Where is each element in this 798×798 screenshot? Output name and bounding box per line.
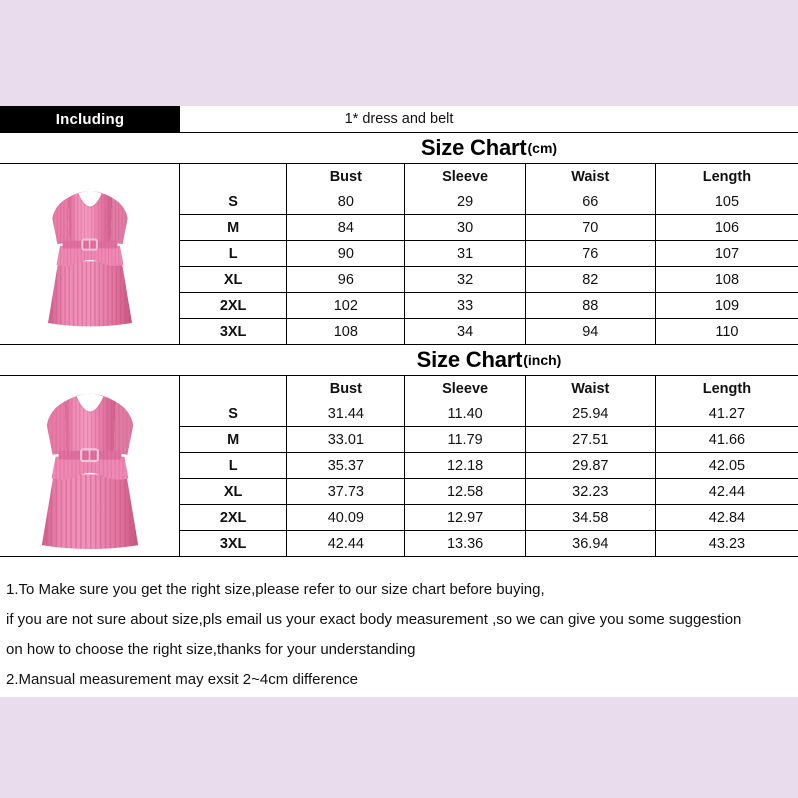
cell-length: 108	[655, 267, 798, 293]
cell-sleeve: 32	[405, 267, 525, 293]
table-row	[180, 401, 798, 427]
table-row	[180, 531, 798, 557]
cell-sleeve: 12.18	[405, 453, 525, 479]
table-row	[180, 241, 798, 267]
cell-length: 110	[715, 323, 739, 340]
table-header-row	[180, 376, 798, 401]
size-chart-inch-block	[0, 344, 798, 556]
cell-size: 2XL	[180, 293, 287, 319]
dress-illustration-icon	[11, 380, 169, 552]
cell-size: M	[180, 427, 287, 453]
size-table-inch-head	[180, 376, 798, 401]
column-header-size	[180, 376, 287, 401]
cell-size: S	[180, 189, 287, 215]
size-chart-inch-title-unit: (inch)	[523, 352, 562, 368]
cell-length: 43.23	[708, 535, 746, 552]
cell-sleeve: 12.58	[405, 479, 525, 505]
table-row	[180, 215, 798, 241]
column-header-sleeve: Sleeve	[405, 376, 525, 401]
table-row	[180, 293, 798, 319]
column-header-size	[180, 164, 287, 189]
cell-bust: 80	[287, 189, 405, 215]
cell-sleeve: 33	[405, 293, 525, 319]
cell-waist: 76	[525, 241, 655, 267]
including-label: Including	[0, 106, 180, 132]
including-row	[0, 106, 798, 132]
cell-waist: 27.51	[525, 427, 655, 453]
cell-waist: 34.58	[525, 505, 655, 531]
cell-length: 42.44	[655, 479, 798, 505]
note-line: 2.Mansual measurement may exsit 2~4cm difference	[6, 671, 358, 688]
cell-bust: 90	[287, 241, 405, 267]
note-line: if you are not sure about size,pls email us your exact body measurement ,so we can give you some suggestion	[6, 611, 742, 628]
size-chart-cm-title	[0, 133, 798, 164]
size-chart-cm-title-unit: (cm)	[527, 140, 558, 156]
notes-section	[0, 556, 798, 705]
including-value: 1* dress and belt	[344, 111, 454, 127]
size-chart-cm-block	[0, 132, 798, 344]
cell-length: 42.05	[655, 453, 798, 479]
cell-waist: 36.94	[525, 531, 655, 557]
cell-bust: 31.44	[287, 401, 405, 427]
size-table-inch-body	[180, 401, 798, 556]
size-chart-inch-body	[0, 376, 798, 556]
cell-waist: 66	[525, 189, 655, 215]
cell-sleeve: 11.40	[405, 401, 525, 427]
cell-sleeve: 34	[405, 319, 525, 345]
cell-length: 42.84	[655, 505, 798, 531]
cell-size: 3XL	[180, 531, 287, 557]
product-image-cm	[0, 164, 180, 344]
cell-waist: 32.23	[525, 479, 655, 505]
cell-size: XL	[180, 479, 287, 505]
cell-bust: 96	[287, 267, 405, 293]
content-sheet	[0, 106, 798, 697]
cell-bust: 84	[287, 215, 405, 241]
table-row	[180, 479, 798, 505]
size-chart-inch-title	[0, 345, 798, 376]
cell-size: S	[180, 401, 287, 427]
column-header-waist: Waist	[525, 376, 655, 401]
table-row	[180, 189, 798, 215]
column-header-bust: Bust	[287, 164, 405, 189]
cell-sleeve: 11.79	[405, 427, 525, 453]
size-table-cm-body	[180, 189, 798, 344]
cell-bust: 35.37	[287, 453, 405, 479]
cell-sleeve: 29	[405, 189, 525, 215]
cell-bust: 33.01	[287, 427, 405, 453]
cell-length: 106	[655, 215, 798, 241]
cell-sleeve: 31	[405, 241, 525, 267]
table-row	[180, 505, 798, 531]
size-table-cm-head	[180, 164, 798, 189]
product-image-inch	[0, 376, 180, 556]
column-header-bust: Bust	[287, 376, 405, 401]
cell-bust: 42.44	[287, 531, 405, 557]
size-table-cm	[180, 164, 798, 344]
cell-size: M	[180, 215, 287, 241]
cell-size: 3XL	[180, 319, 287, 345]
cell-length: 105	[655, 189, 798, 215]
cell-sleeve: 13.36	[405, 531, 525, 557]
cell-length: 41.66	[655, 427, 798, 453]
column-header-length: Length	[702, 380, 752, 397]
cell-bust: 108	[287, 319, 405, 345]
cell-waist: 29.87	[525, 453, 655, 479]
table-row	[180, 453, 798, 479]
cell-size: L	[180, 453, 287, 479]
size-chart-cm-body	[0, 164, 798, 344]
cell-length: 107	[655, 241, 798, 267]
table-header-row	[180, 164, 798, 189]
note-line: on how to choose the right size,thanks for your understanding	[6, 641, 416, 658]
cell-bust: 37.73	[287, 479, 405, 505]
dress-illustration-icon	[15, 179, 165, 329]
size-chart-inch-title-main: Size Chart	[416, 347, 523, 372]
column-header-waist: Waist	[525, 164, 655, 189]
cell-size: XL	[180, 267, 287, 293]
cell-waist: 70	[525, 215, 655, 241]
cell-length: 41.27	[655, 401, 798, 427]
size-table-inch	[180, 376, 798, 556]
cell-waist: 25.94	[525, 401, 655, 427]
cell-waist: 88	[525, 293, 655, 319]
cell-bust: 40.09	[287, 505, 405, 531]
cell-waist: 94	[525, 319, 655, 345]
note-line: 1.To Make sure you get the right size,please refer to our size chart before buying,	[6, 581, 545, 598]
table-row	[180, 427, 798, 453]
table-row	[180, 319, 798, 345]
table-row	[180, 267, 798, 293]
cell-length: 109	[655, 293, 798, 319]
cell-bust: 102	[287, 293, 405, 319]
cell-size: L	[180, 241, 287, 267]
column-header-length: Length	[702, 168, 752, 185]
column-header-sleeve: Sleeve	[405, 164, 525, 189]
cell-sleeve: 30	[405, 215, 525, 241]
cell-sleeve: 12.97	[405, 505, 525, 531]
cell-size: 2XL	[180, 505, 287, 531]
size-chart-cm-title-main: Size Chart	[420, 135, 527, 160]
cell-waist: 82	[525, 267, 655, 293]
